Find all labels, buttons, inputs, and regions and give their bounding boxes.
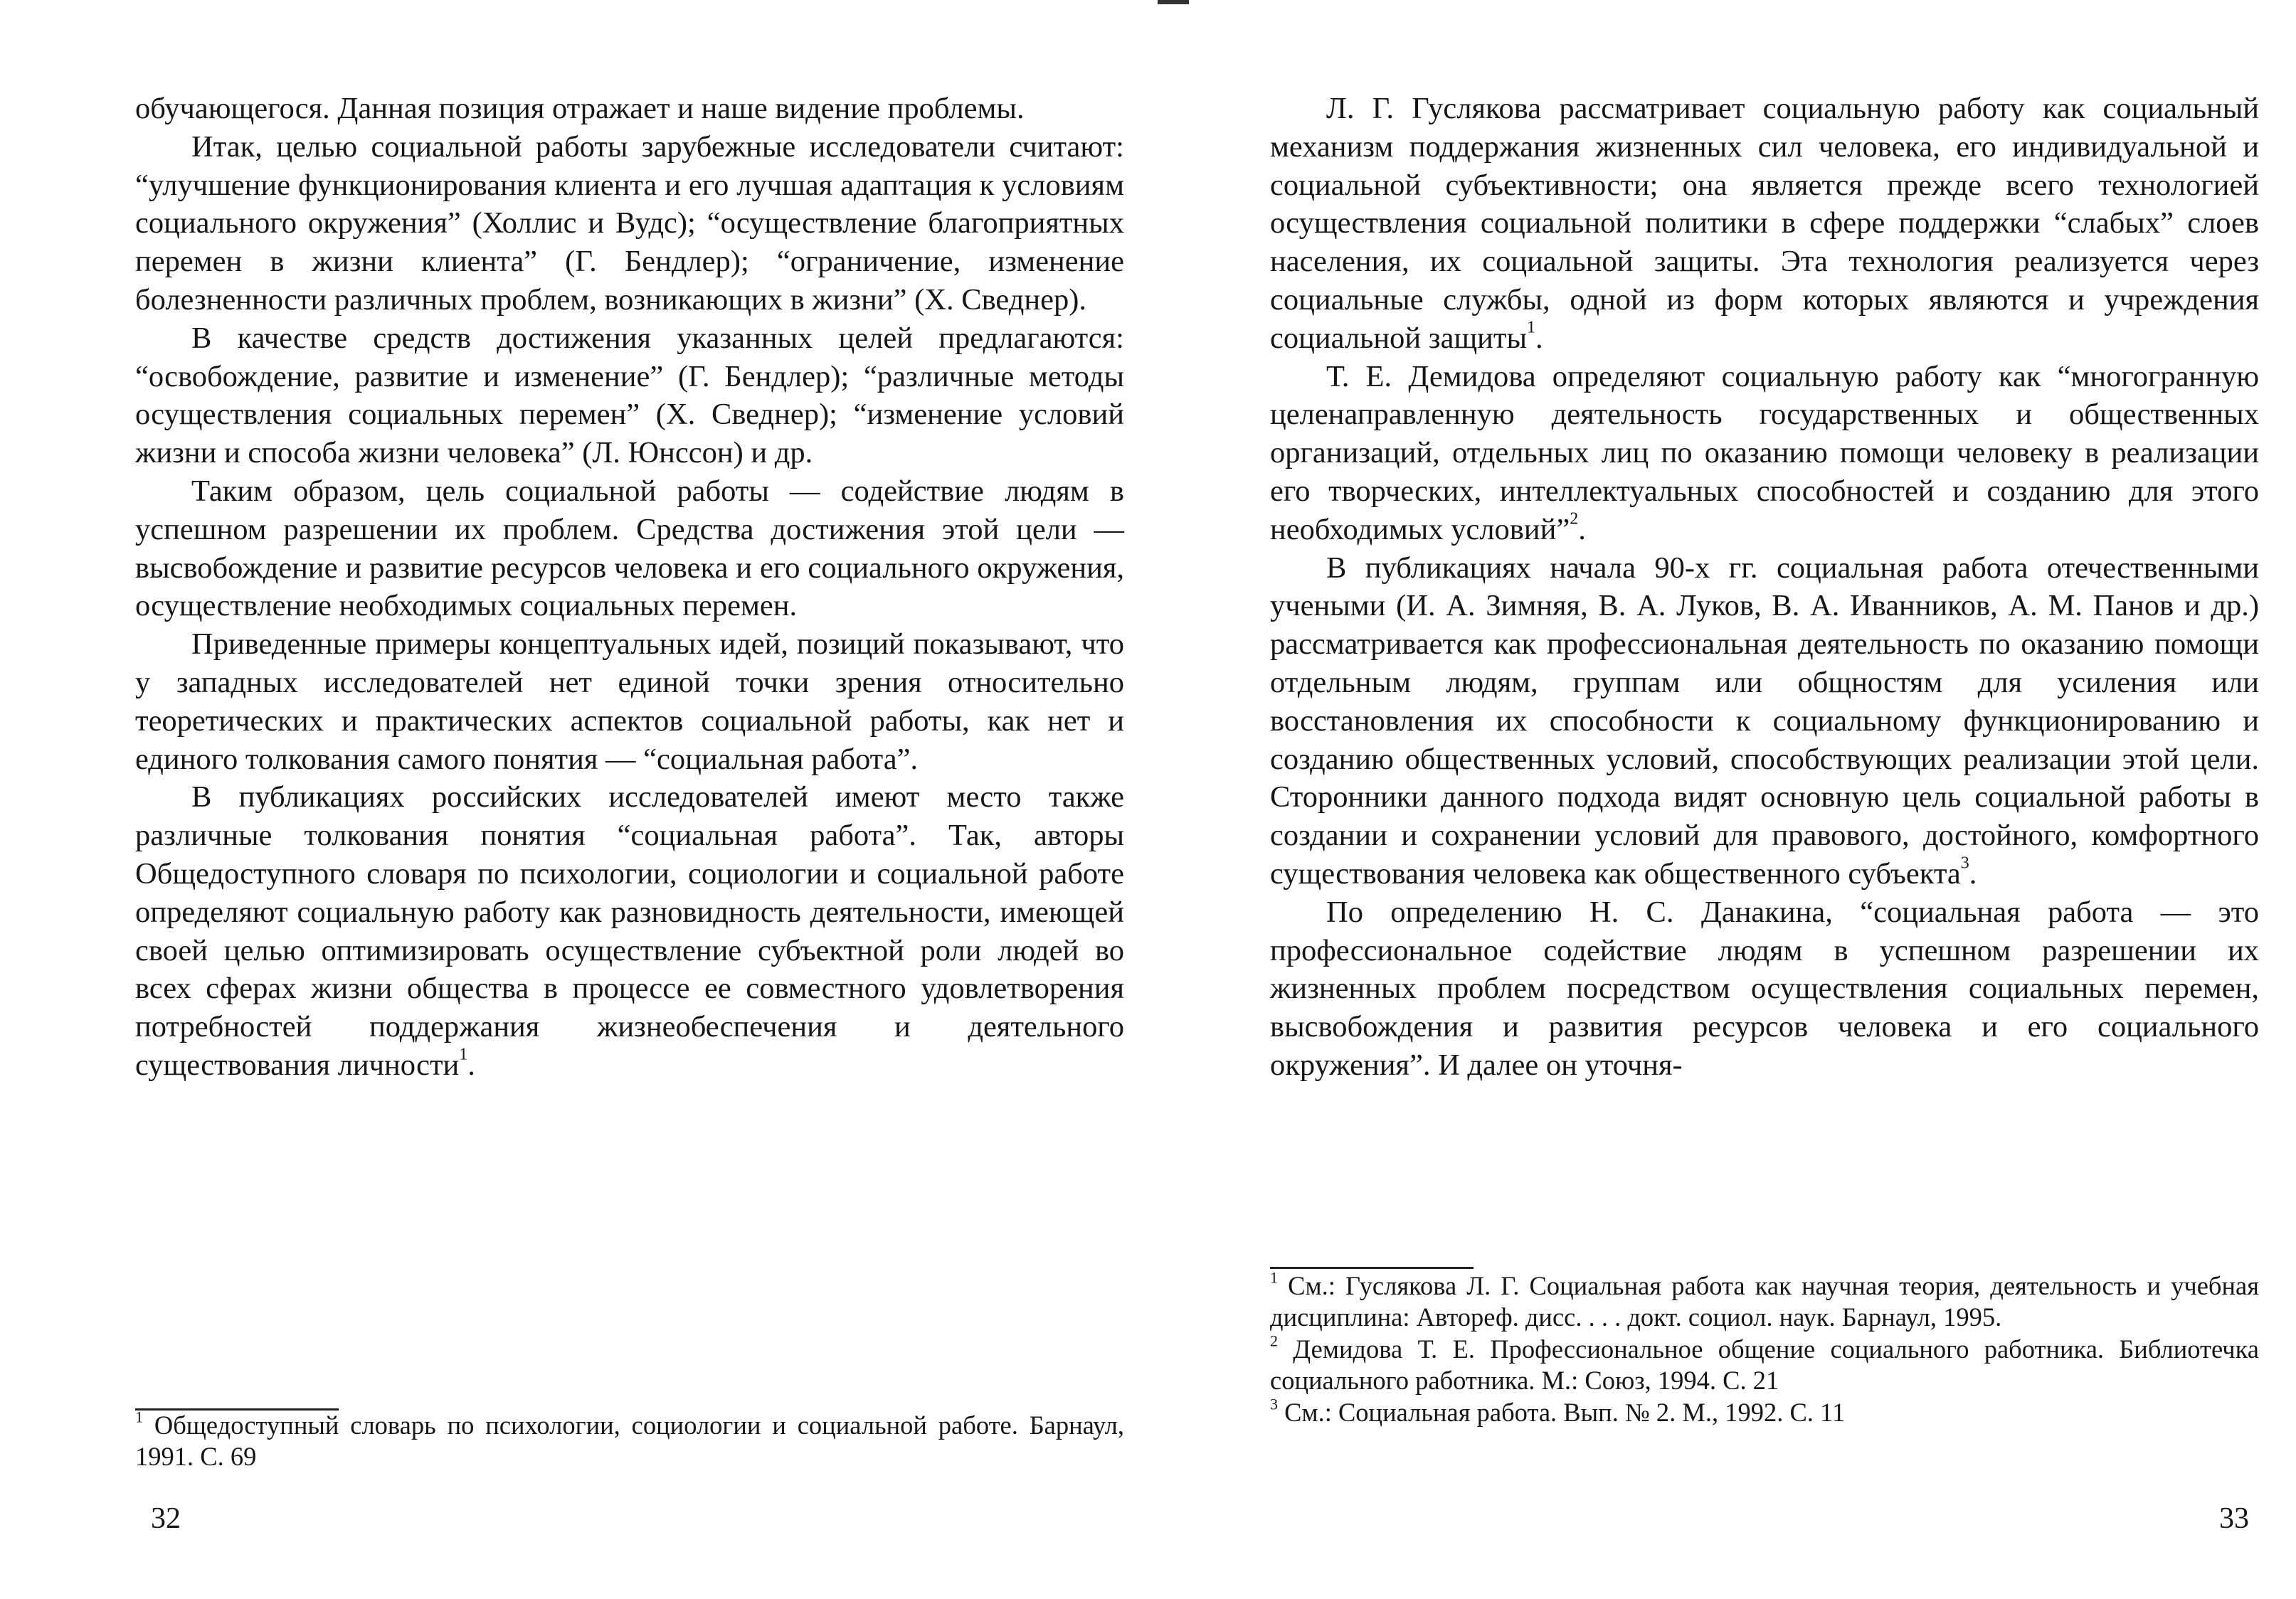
footnote-reference: 1 — [1527, 318, 1536, 337]
footnote-mark: 1 — [135, 1408, 143, 1426]
paragraph-text: В публикациях начала 90-х гг. социальная работа отечественными учеными (И. А. Зимняя, В. А. Луков, В. А. Иванников, А. М. Панов и др.) рассматривается как профессиональная деятельность по оказанию помощи отдельным людям, группам или общностям для усиления или восстановления их способности к социальному функционированию и созданию общественных условий, способствующих реализации этой цели. Сторонники данного подхода видят основную цель социальной работы в создании и сохранении условий для правового, достойного, комфортного существования человека как общественного субъекта — [1270, 551, 2259, 891]
footnote-mark: 2 — [1270, 1332, 1278, 1350]
footnote-text: См.: Гуслякова Л. Г. Социальная работа как научная теория, деятельность и учебная дисциплина: Автореф. дисс. . . . докт. социол. наук. Барнаул, 1995. — [1270, 1271, 2260, 1332]
right-page — [1270, 0, 2259, 1599]
paragraph: Л. Г. Гуслякова рассматривает социальную работу как социальный механизм поддержания жизненных сил человека, его индивидуальной и социальной субъективности; она является прежде всего технологией осуществления социальной политики в сфере поддержки “слабых” слоев населения, их социальной защиты. Эта технология реализуется через социальные службы, одной из форм которых являются и учреждения социальной защиты$^1$. — [1270, 92, 2259, 355]
paragraph: В качестве средств достижения указанных целей предлагаются: “освобождение, развитие и изменение” (Г. Бендлер); “различные методы осуществления социальных перемен” (Х. Сведнер); “изменение условий жизни и способа жизни человека” (Л. Юнссон) и др. — [135, 321, 1124, 470]
footnote-mark: 3 — [1270, 1395, 1278, 1413]
footnote-reference: 3 — [1960, 854, 1969, 873]
paragraph-text: По определению Н. С. Данакина, “социальная работа — это профессиональное содействие людям в успешном разрешении их жизненных проблем посредством осуществления социальных перемен, высвобождения и развития ресурсов человека и его социального окружения”. И далее он уточня- — [1270, 895, 2259, 1082]
footnote-reference: 2 — [1570, 509, 1579, 528]
page-number: 32 — [151, 1502, 181, 1535]
paragraph — [1270, 893, 2259, 1085]
footnote-text: Общедоступный словарь по психологии, социологии и социальной работе. Барнаул, 1991. С. 69 — [135, 1411, 1125, 1471]
paragraph: В публикациях начала 90-х гг. социальная работа отечественными учеными (И. А. Зимняя, В. А. Луков, В. А. Иванников, А. М. Панов и др.) рассматривается как профессиональная деятельность по оказанию помощи отдельным людям, группам или общностям для усиления или восстановления их способности к социальному функционированию и созданию общественных условий, способствующих реализации этой цели. Сторонники данного подхода видят основную цель социальной работы в создании и сохранении условий для правового, достойного, комфортного существования человека как общественного субъекта$^3$. — [1270, 551, 2259, 891]
paragraph: Т. Е. Демидова определяют социальную работу как “многогранную целенаправленную деятельность государственных и общественных организаций, отдельных лиц по оказанию помощи человеку в реализации его творческих, интеллектуальных способностей и созданию для этого необходимых условий”$^2$. — [1270, 359, 2259, 546]
paragraph-text: В публикациях российских исследователей имеют место также различные толкования понятия “социальная работа”. Так, авторы Общедоступного словаря по психологии, социологии и социальной работе определяют социальную работу как разновидность деятельности, имеющей своей целью оптимизировать осуществление субъектной роли людей во всех сферах жизни общества в процессе ее совместного удовлетворения потребностей поддержания жизнеобеспечения и деятельного существования личности — [135, 780, 1124, 1082]
paragraph: Итак, целью социальной работы зарубежные исследователи считают: “улучшение функционирования клиента и его лучшая адаптация к условиям социального окружения” (Холлис и Вудс); “осуществление благоприятных перемен в жизни клиента” (Г. Бендлер); “ограничение, изменение болезненности различных проблем, возникающих в жизни” (Х. Сведнер). — [135, 129, 1124, 317]
footnote-text: Демидова Т. Е. Профессиональное общение социального работника. Библиотечка социального работника. М.: Союз, 1994. С. 21 — [1270, 1334, 2259, 1395]
top-edge-mark — [1158, 0, 1189, 4]
paragraph-text: Л. Г. Гуслякова рассматривает социальную работу как социальный механизм поддержания жизненных сил человека, его индивидуальной и социальной субъективности; она является прежде всего технологией осуществления социальной политики в сфере поддержки “слабых” слоев населения, их социальной защиты. Эта технология реализуется через социальные службы, одной из форм которых являются и учреждения социальной защиты — [1270, 92, 2259, 355]
footnote — [1270, 1334, 2259, 1396]
footnote-reference: 1 — [459, 1045, 468, 1064]
paragraph: Таким образом, цель социальной работы — содействие людям в успешном разрешении их проблем. Средства достижения этой цели — высвобождение и развитие ресурсов человека и его социального окружения, осуществление необходимых социальных перемен. — [135, 474, 1124, 623]
right-page-body — [1270, 90, 2259, 1085]
left-page-footnotes — [135, 1410, 1124, 1473]
left-page — [135, 0, 1124, 1599]
footnote-mark: 1 — [1270, 1268, 1278, 1287]
left-page-body — [135, 90, 1124, 1085]
footnote-text: См.: Социальная работа. Вып. № 2. М., 1992. С. 11 — [1284, 1398, 1846, 1427]
page-number: 33 — [2219, 1502, 2249, 1535]
right-page-footnotes — [1270, 1270, 2259, 1430]
paragraph-text: Т. Е. Демидова определяют социальную работу как “многогранную целенаправленную деятельность государственных и общественных организаций, отдельных лиц по оказанию помощи человеку в реализации его творческих, интеллектуальных способностей и созданию для этого необходимых условий” — [1270, 359, 2259, 546]
paragraph: Приведенные примеры концептуальных идей, позиций показывают, что у западных исследователей нет единой точки зрения относительно теоретических и практических аспектов социальной работы, как нет и единого толкования самого понятия — “социальная работа”. — [135, 627, 1124, 776]
footnote — [135, 1410, 1124, 1472]
paragraph: В публикациях российских исследователей имеют место также различные толкования понятия “социальная работа”. Так, авторы Общедоступного словаря по психологии, социологии и социальной работе определяют социальную работу как разновидность деятельности, имеющей своей целью оптимизировать осуществление субъектной роли людей во всех сферах жизни общества в процессе ее совместного удовлетворения потребностей поддержания жизнеобеспечения и деятельного существования личности$^1$. — [135, 780, 1124, 1082]
footnote-divider — [1270, 1267, 1474, 1269]
paragraph: обучающегося. Данная позиция отражает и наше видение проблемы. — [135, 92, 1025, 125]
footnote — [1270, 1270, 2259, 1332]
footnote — [1270, 1397, 2259, 1428]
